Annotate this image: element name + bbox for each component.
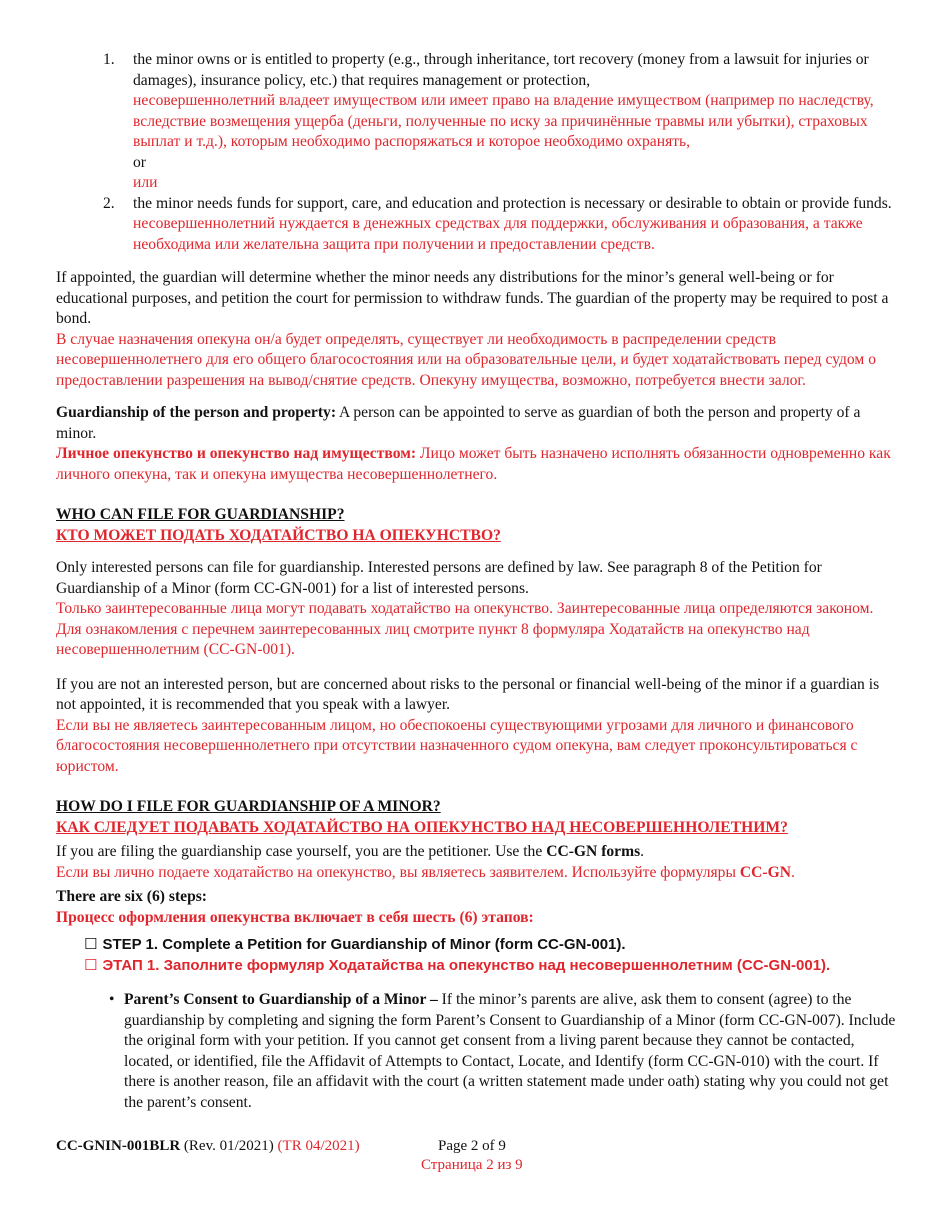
lawyer-advice-paragraph-ru: Если вы не являетесь заинтересованным лицом, но обеспокоены существующими угрозами для личного и финансового благосостояния несовершеннолетнего при отсутствии назначенного судом опекуна, вам следует проконсультироваться с юристом. [56,716,858,775]
list-number: 2. [103,194,115,212]
cc-gn-forms-label: CC-GN forms [546,843,641,860]
lawyer-advice-paragraph-en: If you are not an interested person, but are concerned about risks to the personal or financial well-being of the minor if a guardian is not appointed, it is recommended that you speak with a lawyer. [56,675,880,713]
how-to-file-heading: HOW DO I FILE FOR GUARDIANSHIP OF A MINOR? [56,798,441,815]
petitioner-text: If you are filing the guardianship case yourself, you are the petitioner. Use the [56,843,547,860]
interested-persons-paragraph-ru: Только заинтересованные лица могут подавать ходатайство на опекунство. Заинтересованные лица определяются законом. Для ознакомления с перечнем заинтересованных лиц смотрите пункт 8 формуляра Ходатайств на опекунство над несовершеннолетним (CC-GN-001). [56,600,874,658]
parent-consent-bullet [56,990,896,1113]
petitioner-text-ru: Если вы лично подаете ходатайство на опекунство, вы являетесь заявителем. Используйте формуляры [56,863,740,881]
petitioner-text-end-ru: . [790,863,795,881]
how-to-file-heading-ru: КАК СЛЕДУЕТ ПОДАВАТЬ ХОДАТАЙСТВО НА ОПЕКУНСТВО НАД НЕСОВЕРШЕННОЛЕТНИМ? [56,818,788,836]
list-item-text-ru: несовершеннолетний нуждается в денежных средствах для поддержки, обслуживания и образования, а также необходима или желательна защита при получении и предоставлении средств. [133,215,863,253]
parent-consent-label: Parent’s Consent to Guardianship of a Minor – [124,991,438,1008]
list-item-text-ru: несовершеннолетний владеет имуществом или имеет право на владение имуществом (например по наследству, вследствие возмещения ущерба (деньги, полученные по иску за причинённые травмы или убытки), страховых выплат и т.д.), которым необходимо распоряжаться и которое необходимо охранять, [133,92,874,150]
step-1-en [56,934,896,955]
person-and-property-text: A person can be appointed to serve as guardian of both the person and property of a minor. [56,404,861,442]
who-can-file-heading: WHO CAN FILE FOR GUARDIANSHIP? [56,506,345,523]
property-conditions-list-2 [56,194,896,256]
list-item [56,194,896,256]
or-separator-ru: или [133,174,158,191]
person-and-property-text-ru: Лицо может быть назначено исполнять обязанности одновременно как личного опекуна, так и опекуна имущества несовершеннолетнего. [56,445,891,483]
appointed-paragraph-en: If appointed, the guardian will determine whether the minor needs any distributions for the minor’s general well-being or for educational purposes, and petition the court for permission to withdraw funds. The guardian of the property may be required to post a bond. [56,269,889,327]
parent-consent-text: If the minor’s parents are alive, ask them to consent (agree) to the guardianship by completing and signing the form Parent’s Consent to Guardianship of a Minor (form CC-GN-007). Include the original form with your petition. If you cannot get consent from a living parent because they cannot be contacted, located, or identified, file the Affidavit of Attempts to Contact, Locate, and Identify (form CC-GN-010) with the court. If there is another reason, file an affidavit with the court (a written statement made under oath) stating why you could not get the parent’s consent. [124,991,896,1111]
petitioner-paragraph-ru [56,863,896,884]
form-revision: (Rev. 01/2021) [180,1138,278,1154]
page-number: Page 2 of 9 [438,1138,506,1154]
translation-revision: (TR 04/2021) [277,1138,360,1154]
who-can-file-heading-ru: КТО МОЖЕТ ПОДАТЬ ХОДАТАЙСТВО НА ОПЕКУНСТВО? [56,526,501,544]
page-number-ru: Страница 2 из 9 [421,1157,523,1173]
step-1-ru [56,955,896,976]
or-separator-en: or [133,153,146,171]
person-and-property-paragraph-en [56,403,896,444]
steps-intro-en [56,887,896,908]
list-item-text-en: the minor owns or is entitled to property (e.g., through inheritance, tort recovery (money from a lawsuit for injuries or damages), insurance policy, etc.) that requires management or protection, [133,51,869,89]
list-item [56,50,896,153]
bullet-icon: • [109,991,115,1008]
steps-intro-text: There are six (6) steps: [56,888,208,905]
property-conditions-list [56,50,896,153]
list-item-text-en: the minor needs funds for support, care, and education and protection is necessary or desirable to obtain or provide funds. [133,194,892,212]
person-and-property-label: Guardianship of the person and property: [56,404,337,421]
page-footer [56,1137,896,1173]
petitioner-text-end: . [640,843,645,860]
petitioner-paragraph-en [56,842,896,863]
checkbox-icon[interactable]: ☐ [84,956,98,974]
steps-intro-text-ru: Процесс оформления опекунства включает в себя шесть (6) этапов: [56,908,534,926]
person-and-property-label-ru: Личное опекунство и опекунство над имуществом: [56,445,417,462]
appointed-paragraph-ru: В случае назначения опекуна он/а будет определять, существует ли необходимость в распределении средств несовершеннолетнего для его общего благосостояния или на образовательные цели, и будет ходатайствовать перед судом о предоставлении разрешения на вывод/снятие средств. Опекуну имущества, возможно, потребуется внести залог. [56,330,876,389]
interested-persons-paragraph-en: Only interested persons can file for guardianship. Interested persons are defined by law. See paragraph 8 of the Petition for Guardianship of a Minor (form CC-GN-001) for a list of interested persons. [56,559,822,597]
checkbox-icon[interactable]: ☐ [84,935,98,953]
cc-gn-forms-label-ru: CC-GN [739,863,791,881]
steps-intro-ru [56,908,896,929]
step-1-text: STEP 1. Complete a Petition for Guardianship of Minor (form CC-GN-001). [102,936,626,953]
person-and-property-paragraph-ru [56,444,896,485]
step-1-text-ru: ЭТАП 1. Заполните формуляр Ходатайства на опекунство над несовершеннолетним (CC-GN-001). [102,957,831,974]
document-page [56,50,896,1113]
form-code: CC-GNIN-001BLR [56,1138,181,1154]
list-number: 1. [103,51,115,68]
